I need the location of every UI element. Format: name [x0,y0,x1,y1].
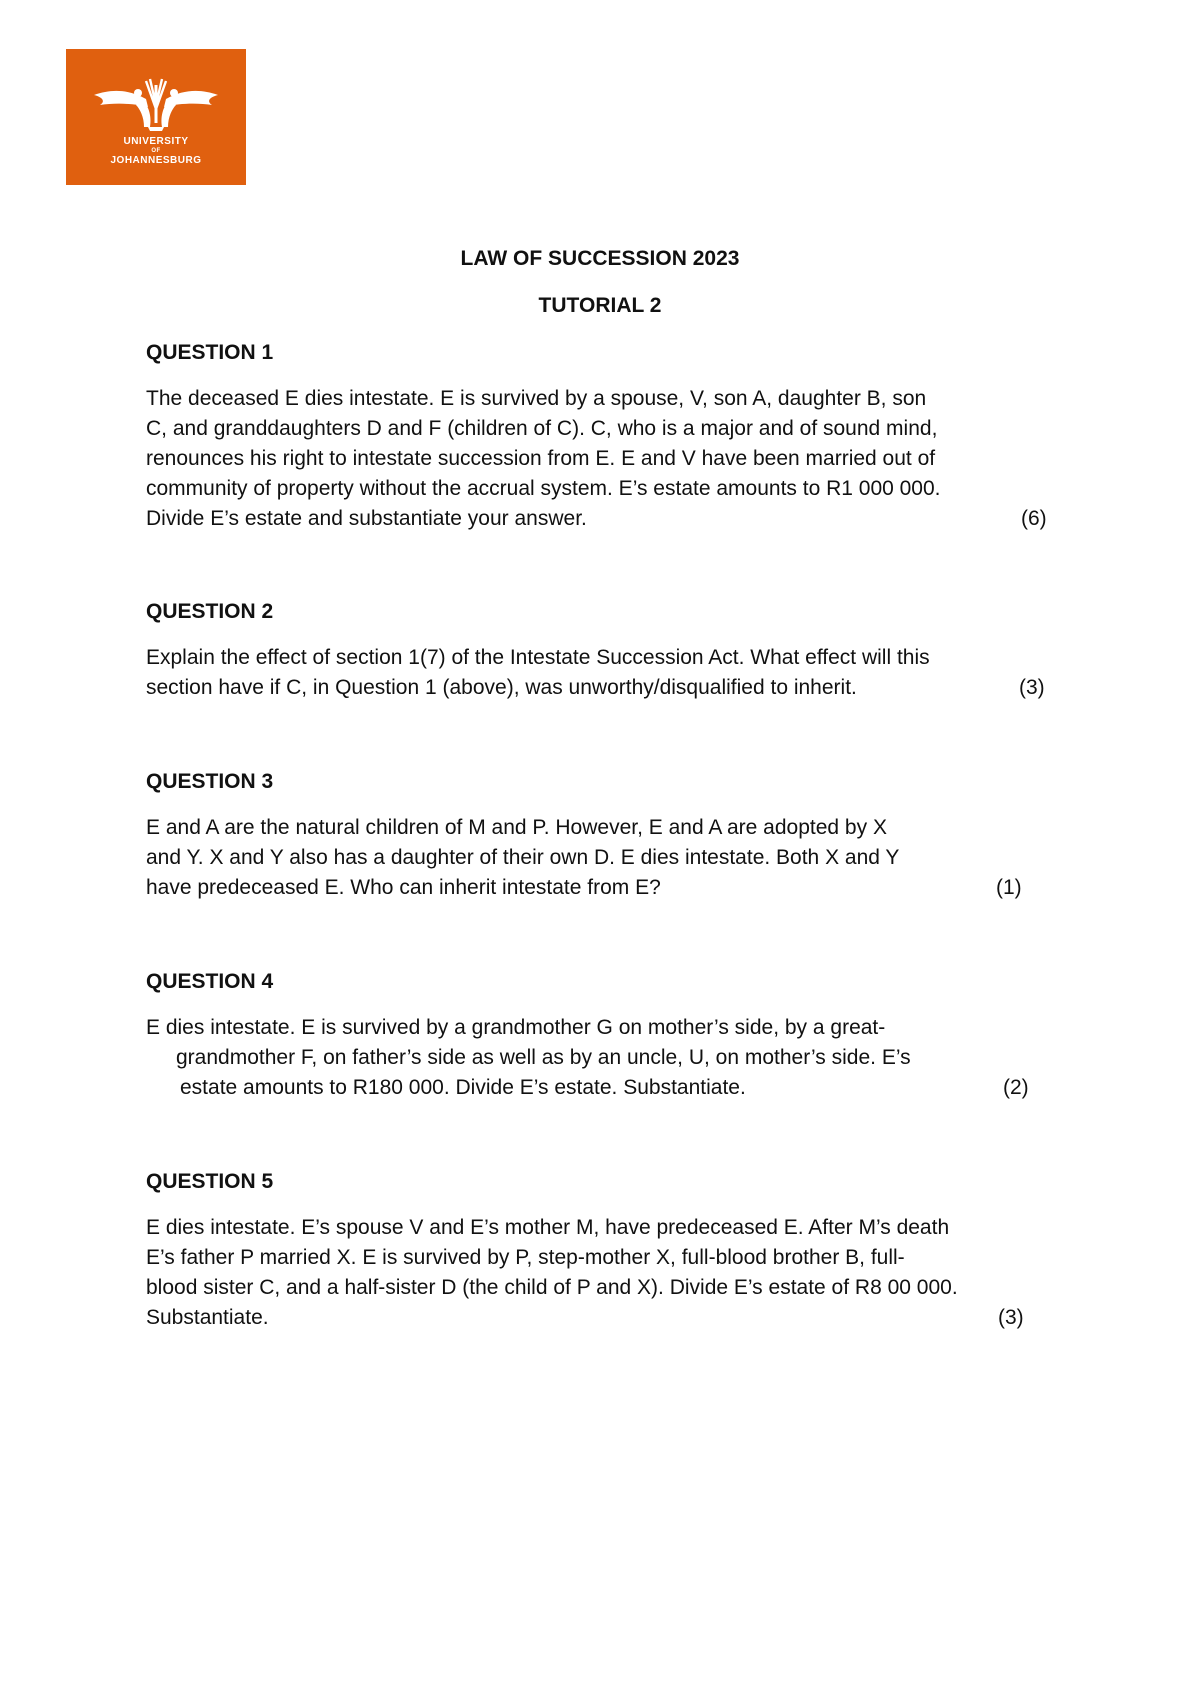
logo-text-johannesburg: JOHANNESBURG [110,155,202,166]
question-5-line: Substantiate. [146,1306,269,1329]
question-3-line: and Y. X and Y also has a daughter of their own D. E dies intestate. Both X and Y [146,846,900,869]
question-3-body [146,813,1022,903]
question-5-line: E dies intestate. E’s spouse V and E’s mother M, have predeceased E. After M’s death [146,1216,950,1239]
question-1-heading: QUESTION 1 [146,341,274,364]
question-1-line: community of property without the accrual system. E’s estate amounts to R1 000 000. [146,477,941,500]
question-1-line-last [146,504,1047,534]
question-3-marks: (1) [996,876,1022,899]
question-2-body [146,643,1045,703]
question-5-line-last [146,1303,1024,1333]
question-1-marks: (6) [1021,507,1047,530]
question-5-marks: (3) [998,1306,1024,1329]
question-4-marks: (2) [1003,1076,1029,1099]
question-2-heading: QUESTION 2 [146,600,274,623]
question-4-heading: QUESTION 4 [146,970,274,993]
question-1-line: renounces his right to intestate succession from E. E and V have been married out of [146,447,936,470]
logo-text-university: UNIVERSITY [123,136,189,147]
document-title: LAW OF SUCCESSION 2023 [460,247,740,270]
question-5-line: blood sister C, and a half-sister D (the child of P and X). Divide E’s estate of R8 00 000. [146,1276,958,1299]
question-3-line: have predeceased E. Who can inherit intestate from E? [146,876,661,899]
question-4-body [146,1013,1029,1103]
question-5-heading: QUESTION 5 [146,1170,274,1193]
question-2-line: Explain the effect of section 1(7) of the Intestate Succession Act. What effect will this [146,646,930,669]
question-3-heading: QUESTION 3 [146,770,274,793]
question-3-line: E and A are the natural children of M and P. However, E and A are adopted by X [146,816,887,839]
question-1-line: Divide E’s estate and substantiate your answer. [146,507,587,530]
question-1-body [146,384,1047,534]
question-4-line: estate amounts to R180 000. Divide E’s estate. Substantiate. [180,1076,746,1099]
question-5-line: E’s father P married X. E is survived by P, step-mother X, full-blood brother B, full- [146,1246,905,1269]
question-1-line: C, and granddaughters D and F (children of C). C, who is a major and of sound mind, [146,417,938,440]
question-2-line-last [146,673,1045,703]
question-4-line-last [146,1073,1029,1103]
logo-text-of: OF [151,148,161,154]
question-4-line: grandmother F, on father’s side as well as by an uncle, U, on mother’s side. E’s [176,1046,911,1069]
university-logo [66,49,246,185]
question-1-line: The deceased E dies intestate. E is survived by a spouse, V, son A, daughter B, son [146,387,927,410]
question-2-line: section have if C, in Question 1 (above), was unworthy/disqualified to inherit. [146,676,857,699]
document-subtitle: TUTORIAL 2 [538,294,662,317]
question-4-line: E dies intestate. E is survived by a grandmother G on mother’s side, by a great- [146,1016,886,1039]
question-3-line-last [146,873,1022,903]
question-5-body [146,1213,1024,1333]
question-2-marks: (3) [1019,676,1045,699]
